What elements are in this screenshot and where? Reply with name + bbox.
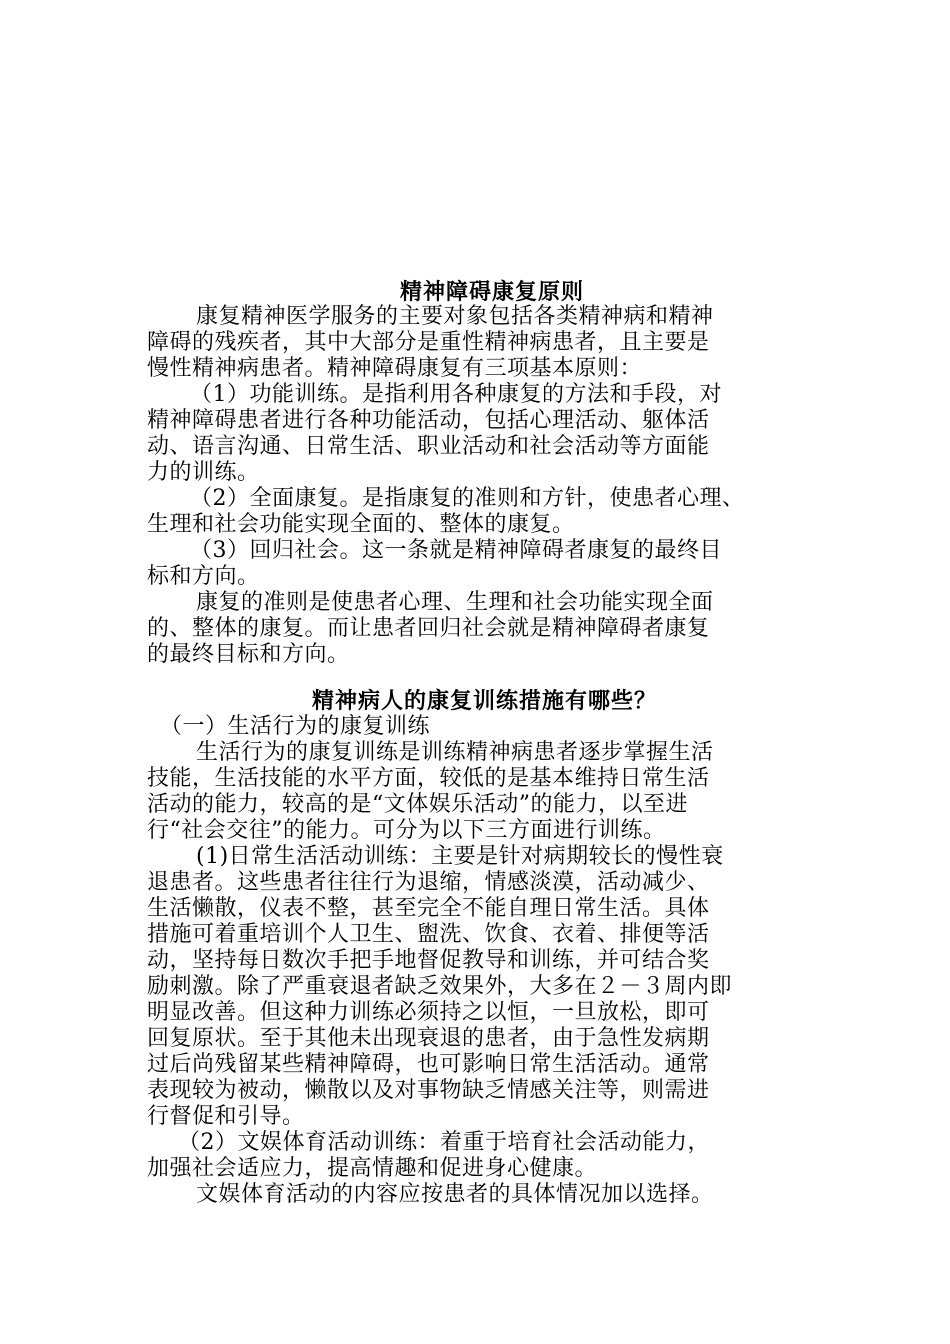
- paragraph-line: （3）回归社会。这一条就是精神障碍者康复的最终目: [190, 538, 722, 563]
- paragraph-line: 动、语言沟通、日常生活、职业活动和社会活动等方面能: [147, 434, 710, 459]
- paragraph-line: 过后尚残留某些精神障碍，也可影响日常生活活动。通常: [147, 1052, 710, 1077]
- subsection-heading: （一）生活行为的康复训练: [160, 714, 431, 739]
- section-title-training-measures: 精神病人的康复训练措施有哪些？: [312, 688, 658, 714]
- paragraph-line: 加强社会适应力，提高情趣和促进身心健康。: [147, 1156, 598, 1181]
- paragraph-line: 力的训练。: [147, 460, 260, 485]
- paragraph-line: 的、整体的康复。而让患者回归社会就是精神障碍者康复: [147, 616, 710, 641]
- paragraph-line: 技能，生活技能的水平方面，较低的是基本维持日常生活: [147, 766, 710, 791]
- paragraph-line: 回复原状。至于其他未出现衰退的患者，由于急性发病期: [147, 1026, 710, 1051]
- paragraph-line: 慢性精神病患者。精神障碍康复有三项基本原则：: [147, 356, 643, 381]
- paragraph-line: （2）文娱体育活动训练：着重于培育社会活动能力，: [178, 1130, 710, 1155]
- paragraph-line: 行“社会交往”的能力。可分为以下三方面进行训练。: [147, 818, 666, 843]
- paragraph-line: 的最终目标和方向。: [147, 642, 350, 667]
- paragraph-line: （1）功能训练。是指利用各种康复的方法和手段，对: [190, 382, 722, 407]
- paragraph-line: 励刺激。除了严重衰退者缺乏效果外，大多在２－３周内即: [147, 974, 733, 999]
- paragraph-line: 精神障碍患者进行各种功能活动，包括心理活动、躯体活: [147, 408, 710, 433]
- paragraph-line: 表现较为被动，懒散以及对事物缺乏情感关注等，则需进: [147, 1078, 710, 1103]
- paragraph-line: 措施可着重培训个人卫生、盥洗、饮食、衣着、排便等活: [147, 922, 710, 947]
- paragraph-line: 康复的准则是使患者心理、生理和社会功能实现全面: [196, 590, 714, 615]
- paragraph-line: 退患者。这些患者往往行为退缩，情感淡漠，活动减少、: [147, 870, 710, 895]
- paragraph-line: 标和方向。: [147, 564, 260, 589]
- paragraph-line: 明显改善。但这种力训练必须持之以恒，一旦放松，即可: [147, 1000, 710, 1025]
- paragraph-line: 生活懒散，仪表不整，甚至完全不能自理日常生活。具体: [147, 896, 710, 921]
- paragraph-line: 障碍的残疾者，其中大部分是重性精神病患者，且主要是: [147, 330, 710, 355]
- paragraph-line: 生活行为的康复训练是训练精神病患者逐步掌握生活: [196, 740, 714, 765]
- paragraph-line: 活动的能力，较高的是“文体娱乐活动”的能力，以至进: [147, 792, 688, 817]
- paragraph-line: 生理和社会功能实现全面的、整体的康复。: [147, 512, 575, 537]
- paragraph-line: 行督促和引导。: [147, 1104, 305, 1129]
- paragraph-line: （2）全面康复。是指康复的准则和方针，使患者心理、: [190, 486, 745, 511]
- paragraph-line: (1)日常生活活动训练：主要是针对病期较长的慢性衰: [196, 844, 724, 869]
- paragraph-line: 康复精神医学服务的主要对象包括各类精神病和精神: [196, 304, 714, 329]
- section-title-rehab-principles: 精神障碍康复原则: [400, 279, 585, 305]
- paragraph-line: 动，坚持每日数次手把手地督促教导和训练，并可结合奖: [147, 948, 710, 973]
- paragraph-line: 文娱体育活动的内容应按患者的具体情况加以选择。: [196, 1182, 714, 1207]
